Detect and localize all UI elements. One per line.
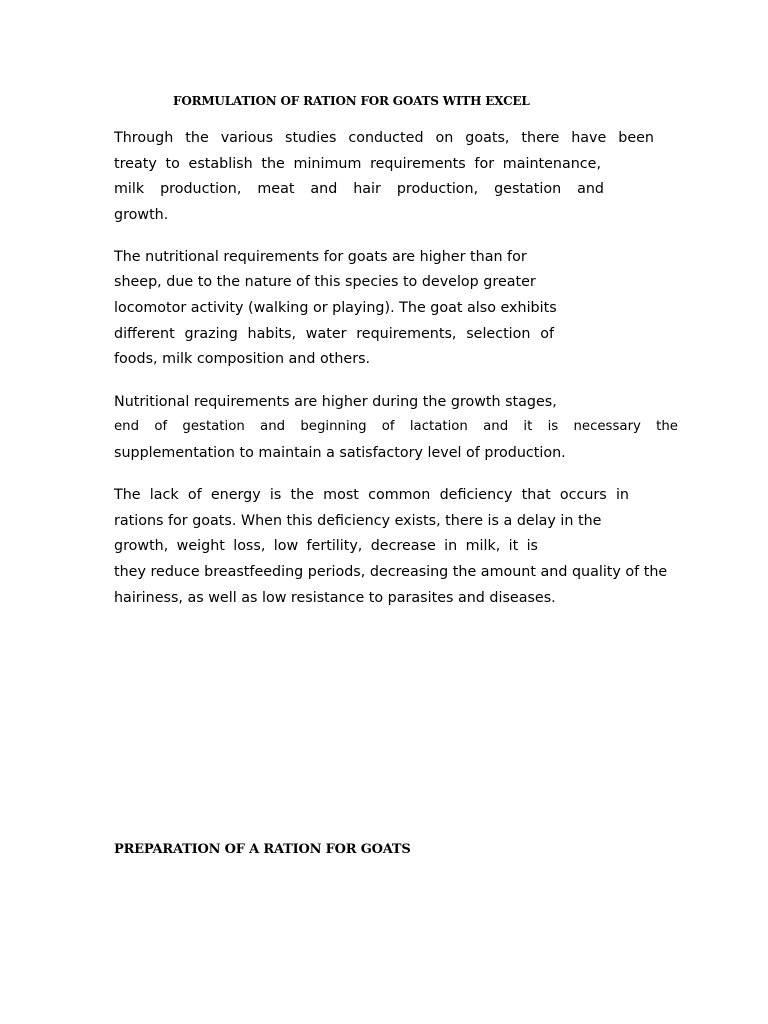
paragraph-line: The nutritional requirements for goats are higher than for (114, 249, 527, 265)
paragraph-line: they reduce breastfeeding periods, decreasing the amount and quality of the (114, 564, 668, 580)
paragraph-line: end of gestation and beginning of lactation and it is necessary the (114, 419, 678, 434)
section-heading: PREPARATION OF A RATION FOR GOATS (114, 842, 411, 857)
paragraph-line: supplementation to maintain a satisfactory level of production. (114, 445, 566, 461)
paragraph-line: Nutritional requirements are higher during the growth stages, (114, 394, 557, 410)
paragraph-line: hairiness, as well as low resistance to parasites and diseases. (114, 590, 556, 606)
paragraph-line: growth. (114, 207, 169, 223)
paragraph-line: sheep, due to the nature of this species to develop greater (114, 274, 536, 290)
paragraph-line: treaty to establish the minimum requirements for maintenance, (114, 156, 601, 172)
paragraph-line: locomotor activity (walking or playing). The goat also exhibits (114, 300, 557, 316)
document-title: FORMULATION OF RATION FOR GOATS WITH EXCEL (173, 94, 530, 108)
paragraph-line: The lack of energy is the most common deficiency that occurs in (114, 487, 629, 503)
paragraph-line: rations for goats. When this deficiency exists, there is a delay in the (114, 513, 602, 529)
paragraph-line: different grazing habits, water requirements, selection of (114, 326, 554, 342)
paragraph-line: Through the various studies conducted on goats, there have been (114, 130, 654, 146)
paragraph-line: growth, weight loss, low fertility, decrease in milk, it is (114, 538, 538, 554)
paragraph-line: milk production, meat and hair production, gestation and (114, 181, 604, 197)
paragraph-line: foods, milk composition and others. (114, 351, 371, 367)
